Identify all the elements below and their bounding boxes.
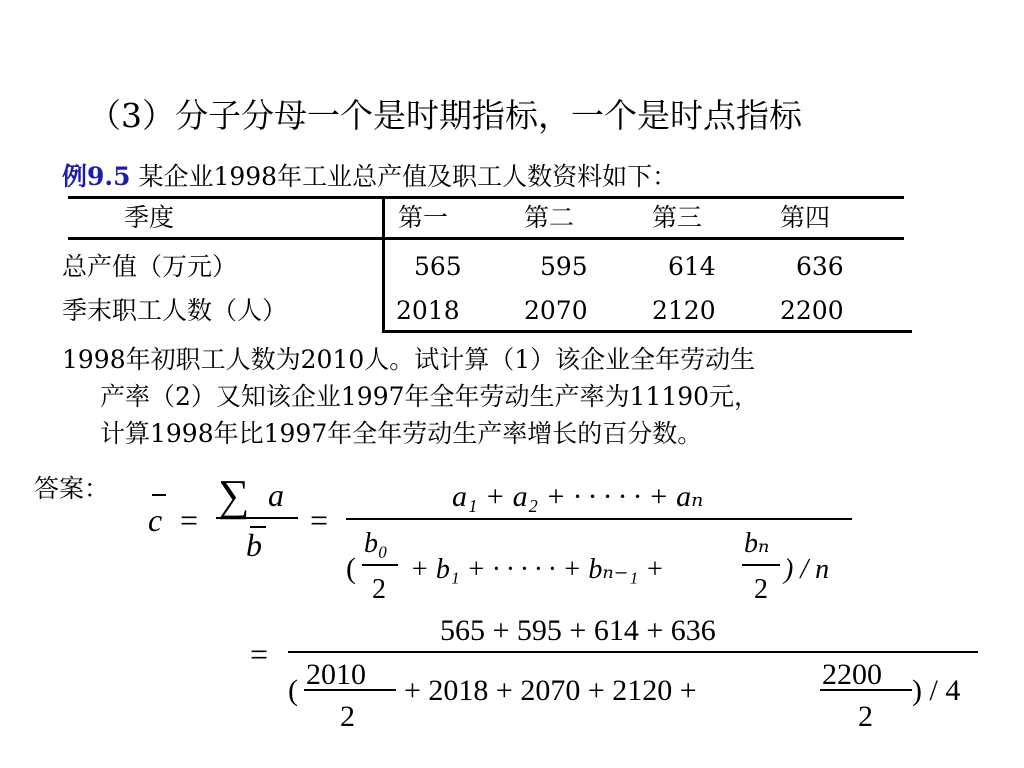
first-denominator: 2 (340, 700, 355, 733)
equals-sign: = (180, 502, 199, 538)
table-header-q3: 第三 (652, 203, 703, 232)
first-numerator: 2010 (306, 658, 366, 691)
table-header-q4: 第四 (780, 203, 831, 232)
middle-values: + 2018 + 2070 + 2120 + (404, 674, 697, 707)
sum-variable: a (268, 477, 284, 513)
problem-line-3: 计算1998年比1997年全年劳动生产率增长的百分数。 (100, 419, 703, 448)
table-cell: 636 (796, 252, 844, 281)
table-header-label: 季度 (124, 203, 175, 232)
equals-sign: = (250, 636, 269, 672)
equals-sign: = (310, 502, 329, 538)
open-paren: ( (288, 674, 298, 707)
b0-numerator: b₀ (364, 528, 388, 559)
slide-heading: （3）分子分母一个是时期指标，一个是时点指标 (88, 96, 802, 135)
table-cell: 2018 (396, 296, 460, 325)
numerator-terms: a₁ + a₂ + · · · · · + aₙ (452, 480, 704, 513)
open-paren: ( (346, 552, 356, 585)
problem-line-1: 1998年初职工人数为2010人。试计算（1）该企业全年劳动生 (62, 345, 756, 374)
table-header-q2: 第二 (524, 203, 575, 232)
table-row-label: 总产值（万元） (62, 252, 238, 281)
close-paren-divisor: ) / n (784, 554, 830, 585)
table-cell: 565 (414, 252, 462, 281)
last-numerator: 2200 (822, 658, 882, 691)
table-cell: 2070 (524, 296, 588, 325)
b0-denominator: 2 (372, 574, 386, 605)
bn-denominator: 2 (754, 574, 768, 605)
example-text: 某企业1998年工业总产值及职工人数资料如下： (130, 162, 678, 191)
example-label: 例9.5 (62, 162, 131, 191)
bn-numerator: bₙ (744, 528, 770, 559)
middle-terms: + b₁ + · · · · · + bₙ₋₁ + (410, 554, 665, 585)
denominator-variable: b (246, 527, 262, 563)
table-cell: 2120 (652, 296, 716, 325)
numerator-values: 565 + 595 + 614 + 636 (440, 614, 716, 647)
lhs-variable: c (148, 502, 163, 538)
close-paren-divisor: ) / 4 (912, 674, 961, 707)
problem-line-2: 产率（2）又知该企业1997年全年劳动生产率为11190元， (100, 382, 760, 411)
sum-icon: ∑ (218, 471, 250, 520)
table-row-label: 季末职工人数（人） (62, 296, 288, 325)
table-cell: 2200 (780, 296, 844, 325)
answer-label: 答案： (34, 474, 110, 503)
table-cell: 595 (540, 252, 588, 281)
last-denominator: 2 (858, 700, 873, 733)
table-header-q1: 第一 (398, 203, 449, 232)
table-cell: 614 (668, 252, 716, 281)
